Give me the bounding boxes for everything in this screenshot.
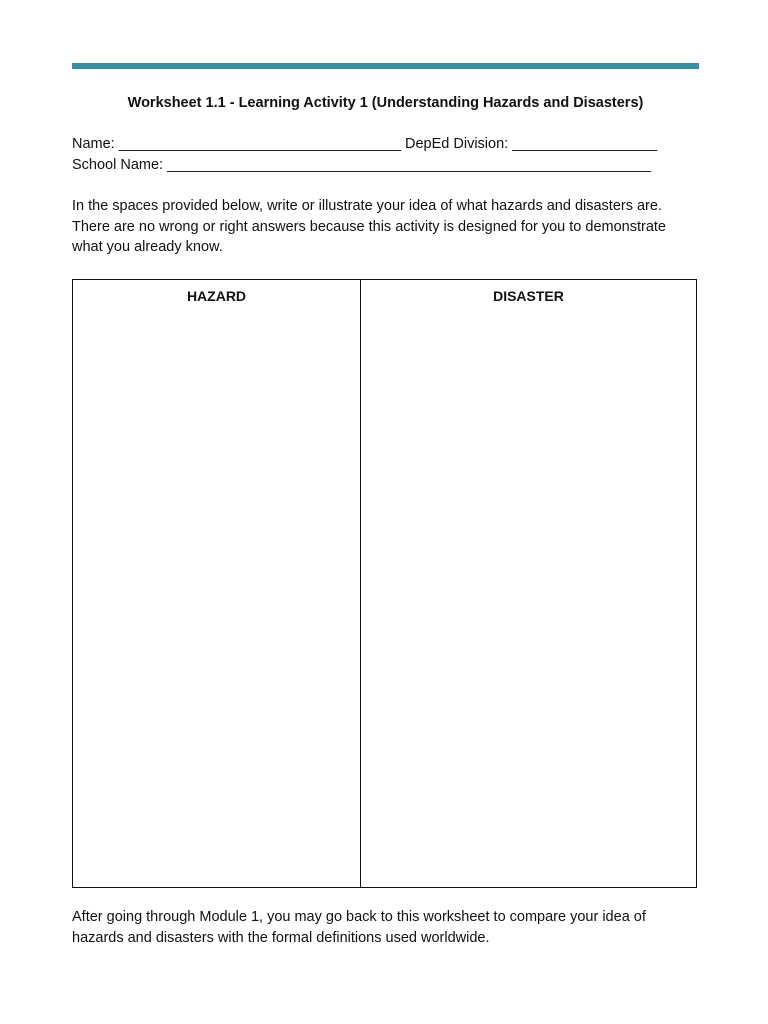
hazard-column-header: HAZARD bbox=[186, 288, 247, 304]
hazard-disaster-table bbox=[72, 279, 697, 888]
name-division-field-line: Name: ___________________________________ DepEd Division: __________________ bbox=[72, 136, 658, 152]
footer-line: hazards and disasters with the formal definitions used worldwide. bbox=[72, 929, 490, 946]
footer-line: After going through Module 1, you may go back to this worksheet to compare your idea of bbox=[72, 909, 646, 925]
instructions-paragraph bbox=[72, 196, 712, 258]
hazard-column bbox=[73, 280, 361, 887]
worksheet-title: Worksheet 1.1 - Learning Activity 1 (Understanding Hazards and Disasters) bbox=[127, 95, 644, 111]
footer-paragraph bbox=[72, 907, 712, 948]
instructions-line: There are no wrong or right answers because this activity is designed for you to demonstrate bbox=[72, 218, 666, 235]
disaster-answer-area[interactable] bbox=[361, 314, 696, 887]
instructions-line: In the spaces provided below, write or illustrate your idea of what hazards and disasters are. bbox=[72, 198, 662, 214]
school-name-field-line: School Name: ____________________________________________________________ bbox=[72, 157, 651, 173]
top-accent-rule bbox=[72, 63, 699, 69]
instructions-line: what you already know. bbox=[72, 239, 223, 255]
disaster-column bbox=[361, 280, 696, 887]
disaster-column-header: DISASTER bbox=[493, 288, 564, 304]
hazard-answer-area[interactable] bbox=[73, 314, 360, 887]
